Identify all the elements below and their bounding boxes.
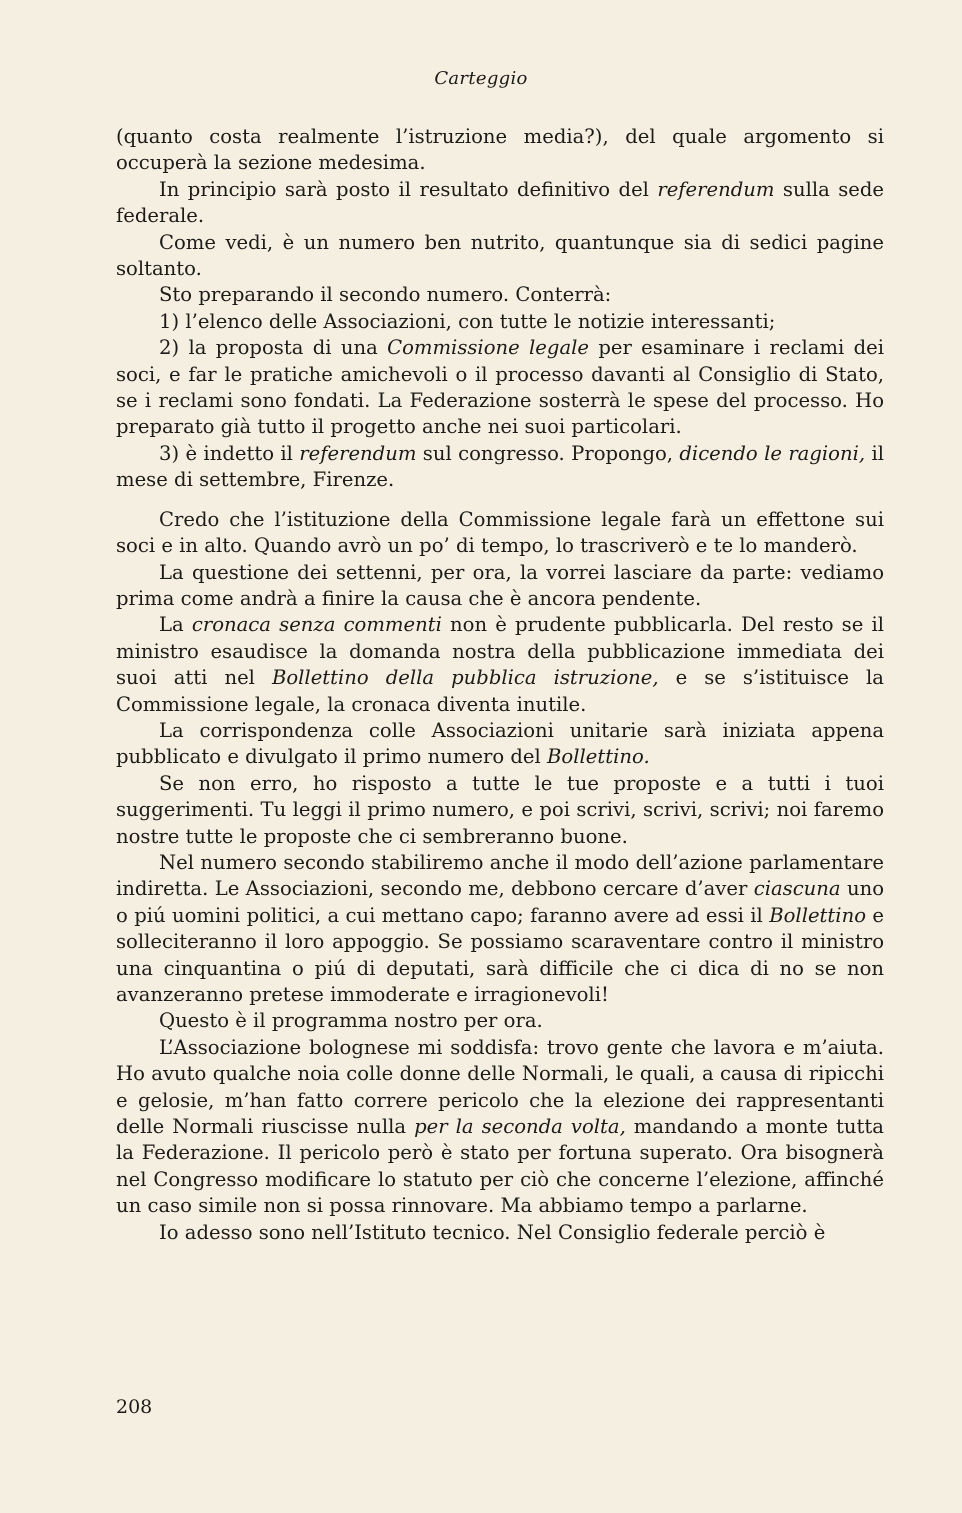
paragraph: L’Associazione bolognese mi soddisfa: trovo gente che lavora e m’aiuta. Ho avuto qualche noia colle donne delle Normali, le quali, a causa di ripicchi e gelosie, m’han fatto correre pericolo che la elezione dei rappresentanti delle Normali riuscisse nulla per la seconda volta, mandando a monte tutta la Federazione. Il pericolo però è stato per fortuna superato. Ora bisognerà nel Congresso modificare lo statuto per ciò che concerne l’elezione, affinché un caso simile non si possa rinnovare. Ma abbiamo tempo a parlarne. <box>116 1035 884 1218</box>
list-item: 1) l’elenco delle Associazioni, con tutte le notizie interessanti; <box>159 309 776 333</box>
paragraph: Credo che l’istituzione della Commissione legale farà un effettone sui soci e in alto. Quando avrò un po’ di tempo, lo trascriverò e te lo manderò. <box>116 507 884 558</box>
paragraph: La cronaca senza commenti non è prudente pubblicarla. Del resto se il ministro esaudisce la domanda nostra della pubblicazione immediata dei suoi atti nel Bollettino della pubblica istruzione, e se s’istituisce la Commissione legale, la cronaca diventa inutile. <box>116 613 885 716</box>
page-number: 208 <box>116 1396 153 1418</box>
paragraph: Se non erro, ho risposto a tutte le tue proposte e a tutti i tuoi suggerimenti. Tu leggi il primo numero, e poi scrivi, scrivi, scrivi; noi faremo nostre tutte le proposte che ci sembreranno buone. <box>116 771 884 848</box>
running-head: Carteggio <box>434 68 528 89</box>
paragraph: (quanto costa realmente l’istruzione media?), del quale argomento si occuperà la sezione medesima. <box>116 125 884 175</box>
list-item: 2) la proposta di una Commissione legale per esaminare i reclami dei soci, e far le pratiche amichevoli o il processo davanti al Consiglio di Stato, se i reclami sono fondati. La Federazione sosterrà le spese del processo. Ho preparato già tutto il progetto anche nei suoi particolari. <box>116 336 884 439</box>
paragraph: Io adesso sono nell’Istituto tecnico. Nel Consiglio federale perciò è <box>159 1220 826 1244</box>
list-item: 3) è indetto il referendum sul congresso. Propongo, dicendo le ragioni, il mese di settembre, Firenze. <box>116 441 884 492</box>
paragraph: Questo è il programma nostro per ora. <box>159 1009 543 1033</box>
paragraph: Sto preparando il secondo numero. Conterrà: <box>159 283 612 307</box>
paragraph: In principio sarà posto il resultato definitivo del referendum sulla sede federale. <box>116 177 884 228</box>
paragraph: Come vedi, è un numero ben nutrito, quantunque sia di sedici pagine soltanto. <box>116 230 884 281</box>
paragraph: La questione dei settenni, per ora, la vorrei lasciare da parte: vediamo prima come andrà a finire la causa che è ancora pendente. <box>116 560 884 610</box>
paragraph: Nel numero secondo stabiliremo anche il modo dell’azione parlamentare indiretta. Le Associazioni, secondo me, debbono cercare d’aver ciascuna uno o piú uomini politici, a cui mettano capo; faranno avere ad essi il Bollettino e solleciteranno il loro appoggio. Se possiamo scaraventare contro il ministro una cinquantina o piú di deputati, sarà difficile che ci dica di no se non avanzeranno pretese immoderate e irragionevoli! <box>116 850 885 1006</box>
paragraph: La corrispondenza colle Associazioni unitarie sarà iniziata appena pubblicato e divulgato il primo numero del Bollettino. <box>116 718 884 769</box>
body-text <box>116 124 884 1246</box>
